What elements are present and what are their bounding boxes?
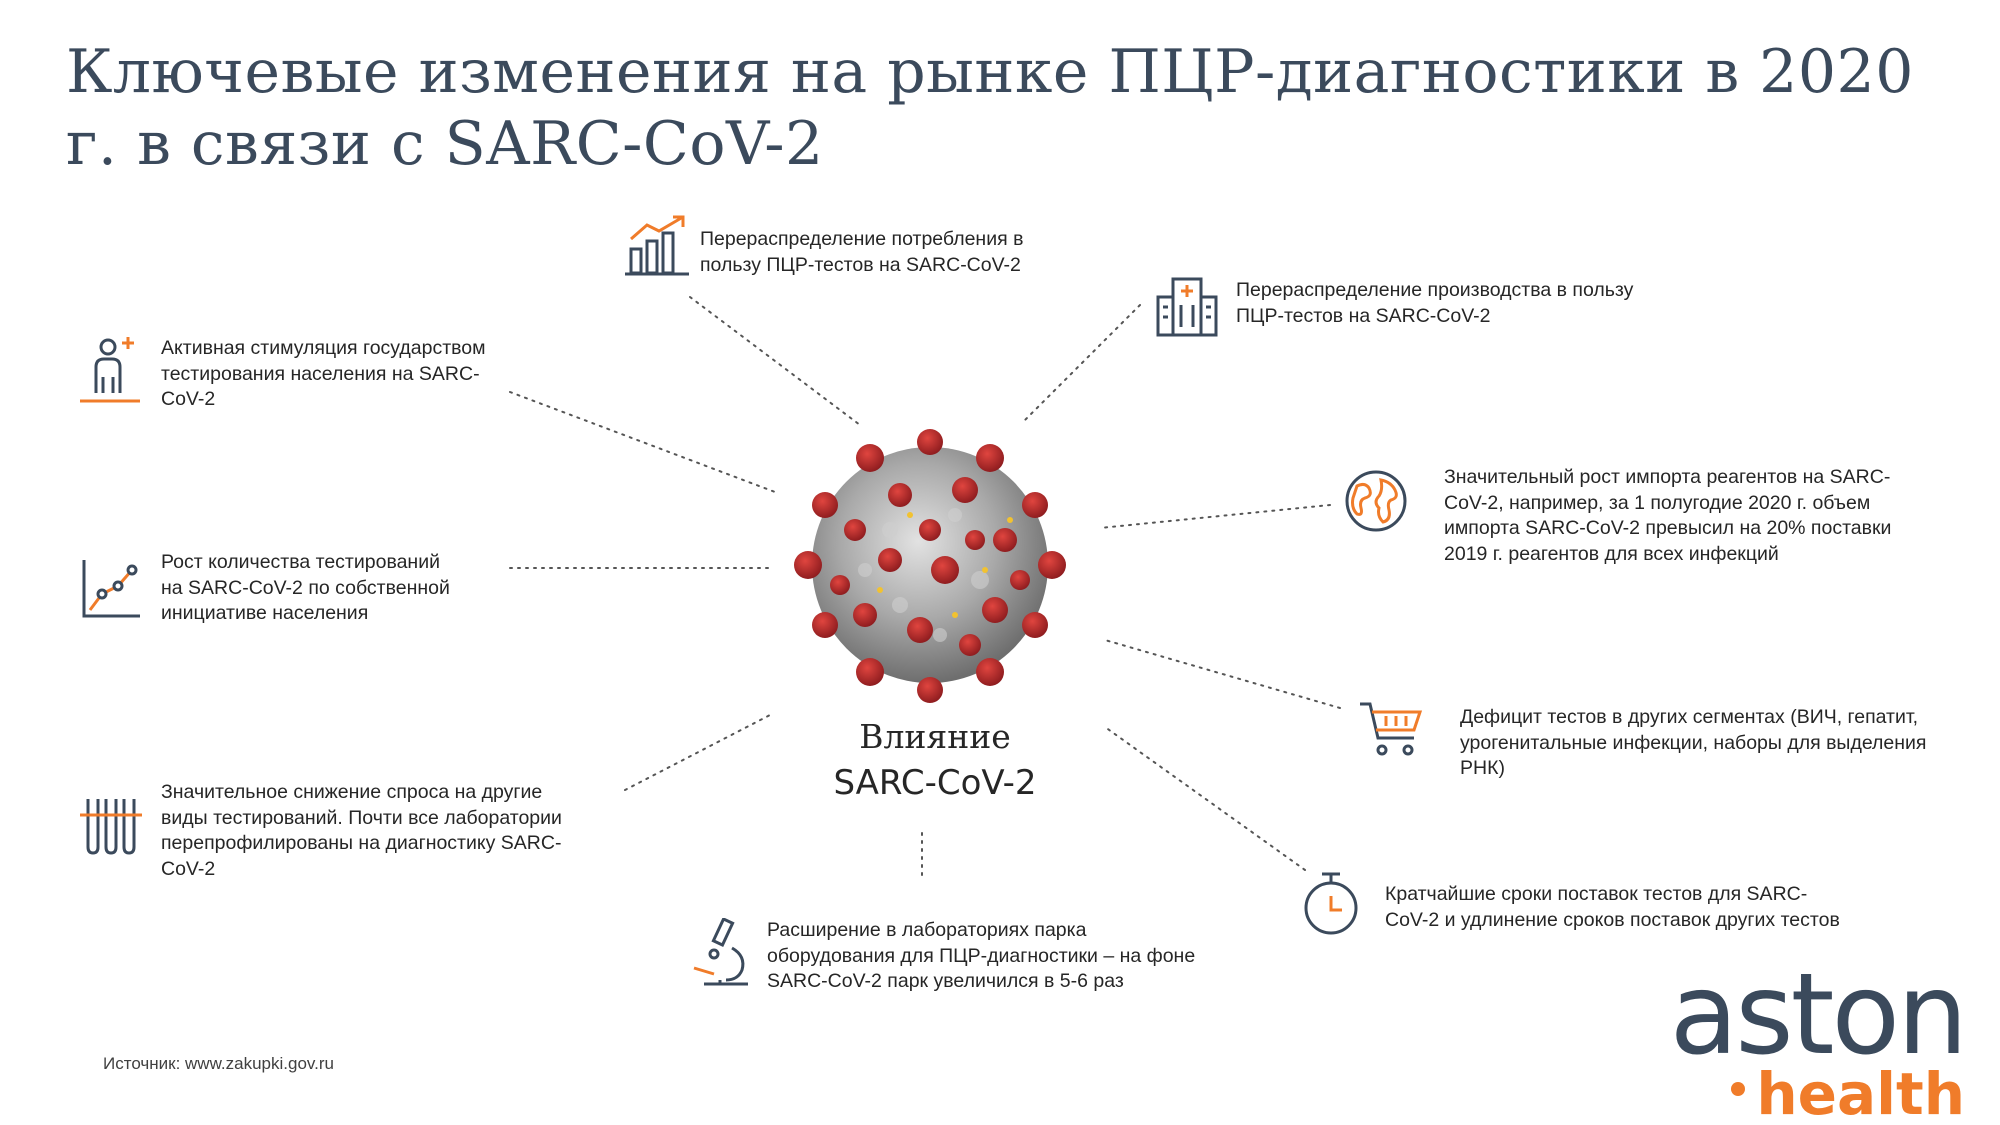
factory-building-icon <box>1155 275 1219 337</box>
item-testing-growth-text: Рост количества тестирований на SARC-CoV-2 по собственной инициативе населения <box>161 551 450 624</box>
line-chart-icon <box>80 558 142 620</box>
logo-aston: aston <box>1669 950 1965 1080</box>
page-title: Ключевые изменения на рынке ПЦР-диагностики в 2020 г. в связи с SARC-CoV-2 <box>66 37 1914 179</box>
item-test-deficit-text: Дефицит тестов в других сегментах (ВИЧ, гепатит, урогенитальные инфекции, наборы для выделения РНК) <box>1460 706 1927 779</box>
person-plus-icon <box>80 335 142 407</box>
bar-chart-growth-icon <box>625 215 691 277</box>
center-label <box>800 715 1070 807</box>
logo-dot <box>1731 1082 1745 1096</box>
item-production-text: Перераспределение производства в пользу ПЦР-тестов на SARC-CoV-2 <box>1236 279 1634 327</box>
source-note: Источник: www.zakupki.gov.ru <box>103 1054 334 1073</box>
aston-health-logo <box>1625 950 1965 1125</box>
microscope-icon <box>690 918 752 988</box>
center-label-line2: SARC-CoV-2 <box>833 763 1037 803</box>
shopping-cart-icon <box>1358 700 1424 758</box>
coronavirus-illustration <box>780 420 1080 710</box>
item-delivery-times-text: Кратчайшие сроки поставок тестов для SARC-CoV-2 и удлинение сроков поставок других тестов <box>1385 883 1840 931</box>
item-consumption-text: Перераспределение потребления в пользу ПЦР-тестов на SARC-CoV-2 <box>700 228 1024 276</box>
globe-icon <box>1343 468 1409 534</box>
item-equipment-expansion-text: Расширение в лабораториях парка оборудования для ПЦР-диагностики – на фоне SARC-CoV-2 парк увеличился в 5-6 раз <box>767 919 1196 992</box>
test-tubes-icon <box>80 795 142 857</box>
item-state-stimulation-text: Активная стимуляция государством тестирования населения на SARC-CoV-2 <box>161 337 486 410</box>
logo-health: health <box>1756 1060 1965 1125</box>
item-demand-decline-text: Значительное снижение спроса на другие виды тестирований. Почти все лаборатории перепрофилированы на диагностику SARC-CoV-2 <box>161 781 562 880</box>
item-import-growth-text: Значительный рост импорта реагентов на SARC-CoV-2, например, за 1 полугодие 2020 г. объем импорта SARC-CoV-2 превысил на 20% поставки 2019 г. реагентов для всех инфекций <box>1444 466 1892 565</box>
stopwatch-icon <box>1300 870 1362 936</box>
center-label-line1: Влияние <box>859 717 1011 756</box>
